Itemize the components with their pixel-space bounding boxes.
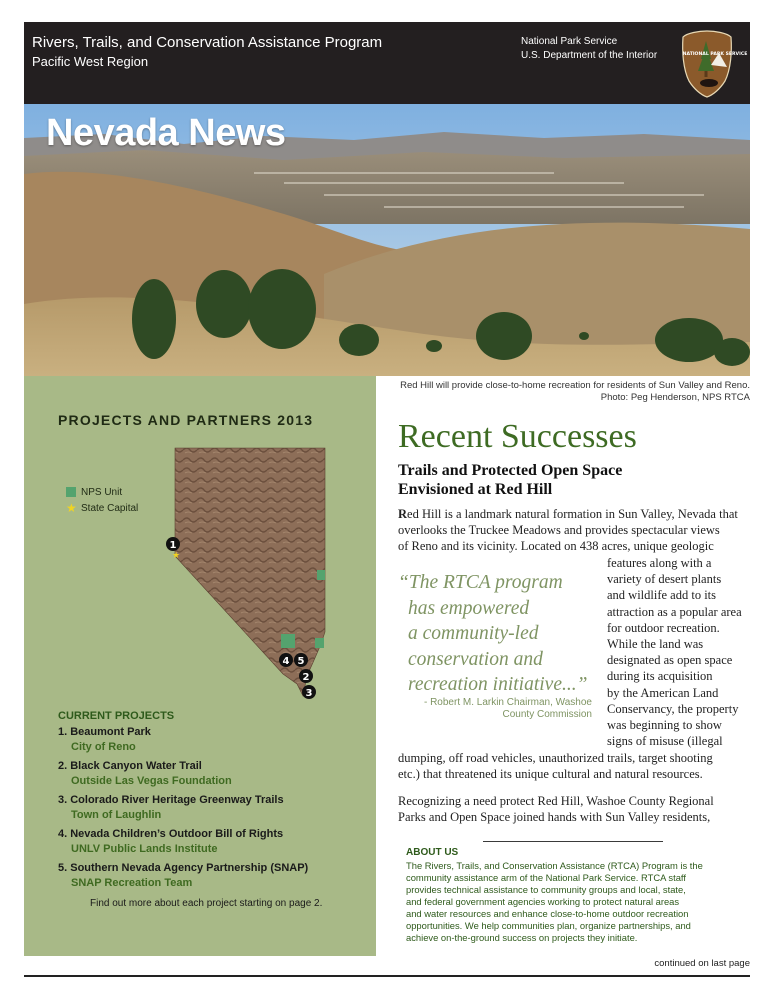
current-projects-heading: CURRENT PROJECTS <box>58 710 175 722</box>
project-name: 1. Beaumont Park <box>58 726 151 738</box>
about-line: provides technical assistance to community groups and local, state, <box>406 884 686 895</box>
legend-state-capital-label: State Capital <box>81 502 139 514</box>
about-line: The Rivers, Trails, and Conservation Assistance (RTCA) Program is the <box>406 860 703 871</box>
map-marker-5: 5 <box>297 656 305 667</box>
capital-star-icon: ★ <box>171 550 181 560</box>
project-partner: SNAP Recreation Team <box>71 877 193 889</box>
project-partner: Outside Las Vegas Foundation <box>71 775 232 787</box>
legend-nps-unit-label: NPS Unit <box>81 486 123 498</box>
project-name: 4. Nevada Children’s Outdoor Bill of Rights <box>58 828 284 840</box>
body-line: of Reno and its vicinity. Located on 438 acres, unique geologic <box>398 539 714 554</box>
body-line: Conservancy, the property <box>607 701 739 716</box>
photo-caption <box>370 380 750 404</box>
body-line: signs of misuse (illegal <box>607 734 723 749</box>
body-line: features along with a <box>607 556 712 570</box>
headline-line-1: Trails and Protected Open Space <box>398 462 623 479</box>
map-marker-3: 3 <box>305 688 313 699</box>
body-line-text: ed Hill is a landmark natural formation in Sun Valley, Nevada that <box>407 507 738 521</box>
body-line: Parks and Open Space joined hands with Sun Valley residents, <box>398 810 711 825</box>
program-name: Rivers, Trails, and Conservation Assistance Program <box>32 34 383 51</box>
project-partner: City of Reno <box>71 741 136 753</box>
nevada-map <box>169 444 369 714</box>
map-marker-1: 1 <box>169 540 177 551</box>
project-item <box>58 759 232 789</box>
quote-line: recreation initiative...” <box>408 674 588 696</box>
article-paragraph-2 <box>398 793 750 825</box>
hero-photo <box>24 104 750 376</box>
find-more-note: Find out more about each project starting on page 2. <box>90 898 323 909</box>
headline-line-2: Envisioned at Red Hill <box>398 481 553 498</box>
body-line: dumping, off road vehicles, unauthorized trails, target shooting <box>398 751 713 765</box>
photo-credit: Photo: Peg Henderson, NPS RTCA <box>600 392 750 403</box>
attribution-line-2: County Commission <box>502 709 592 720</box>
quote-line: has empowered <box>408 597 530 619</box>
article-body-top <box>398 506 750 555</box>
project-item <box>58 725 151 755</box>
about-divider <box>483 841 663 842</box>
about-line: opportunities. We help communities plan, organize partnerships, and <box>406 920 691 931</box>
map-marker-4: 4 <box>282 656 290 667</box>
about-heading: ABOUT US <box>406 847 459 858</box>
header-band <box>24 22 750 104</box>
agency-name: National Park Service <box>521 36 618 47</box>
body-line: overlooks the Truckee Meadows and provides spectacular views <box>398 523 720 538</box>
nps-arrowhead-logo <box>679 29 748 99</box>
body-line: attraction as a popular area <box>607 604 742 619</box>
map-marker-2: 2 <box>302 672 310 683</box>
panel-title: PROJECTS AND PARTNERS 2013 <box>58 412 314 428</box>
caption-text: Red Hill will provide close-to-home recreation for residents of Sun Valley and Reno. <box>400 380 750 391</box>
body-line: Recognizing a need protect Red Hill, Washoe County Regional <box>398 794 714 808</box>
about-line: and water resources and enhance close-to-home outdoor recreation <box>406 908 689 919</box>
body-line: and wildlife add to its <box>607 588 717 603</box>
continued-note: continued on last page <box>654 958 750 969</box>
project-partner: UNLV Public Lands Institute <box>71 843 218 855</box>
about-line: achieve on-the-ground success on projects they initiate. <box>406 932 638 943</box>
project-partner: Town of Laughlin <box>71 809 162 821</box>
project-name: 5. Southern Nevada Agency Partnership (SNAP) <box>58 862 309 874</box>
drop-initial: R <box>398 507 408 521</box>
legend-state-capital <box>66 500 138 516</box>
quote-line: “The RTCA program <box>398 572 563 593</box>
star-icon: ★ <box>66 501 77 515</box>
project-name: 2. Black Canyon Water Trail <box>58 760 202 772</box>
projects-panel <box>24 376 376 956</box>
article-body-end <box>398 750 750 782</box>
about-text <box>406 860 748 944</box>
project-item <box>58 827 283 857</box>
project-item <box>58 793 284 823</box>
section-title: Recent Successes <box>398 418 637 455</box>
body-line: etc.) that threatened its unique cultural and natural resources. <box>398 767 703 782</box>
body-line: While the land was <box>607 637 704 652</box>
region-name: Pacific West Region <box>32 54 149 69</box>
body-line: variety of desert plants <box>607 572 722 587</box>
about-line: community assistance arm of the National Park Service. RTCA staff <box>406 872 686 883</box>
body-line <box>398 506 750 522</box>
body-line: during its acquisition <box>607 669 713 684</box>
quote-line: conservation and <box>408 648 543 670</box>
quote-line: a community-led <box>408 623 539 645</box>
about-line: and federal government agencies working to protect natural areas <box>406 896 680 907</box>
footer-rule <box>24 975 750 977</box>
newsletter-title: Nevada News <box>46 112 286 154</box>
department-name: U.S. Department of the Interior <box>521 50 658 61</box>
legend-nps-unit <box>66 484 138 500</box>
body-line: designated as open space <box>607 653 733 668</box>
logo-text: NATIONAL PARK SERVICE <box>682 52 748 57</box>
pull-quote <box>398 570 594 698</box>
map-legend <box>66 484 138 516</box>
body-line: was beginning to show <box>607 718 722 733</box>
article-body-narrow <box>607 555 752 749</box>
quote-attribution <box>398 697 592 721</box>
project-name: 3. Colorado River Heritage Greenway Trails <box>58 794 284 806</box>
article-headline <box>398 461 738 499</box>
attribution-line-1: - Robert M. Larkin Chairman, Washoe <box>423 697 592 708</box>
project-item <box>58 861 308 891</box>
body-line: by the American Land <box>607 685 719 700</box>
nps-unit-swatch <box>66 487 76 497</box>
body-line: for outdoor recreation. <box>607 620 720 635</box>
